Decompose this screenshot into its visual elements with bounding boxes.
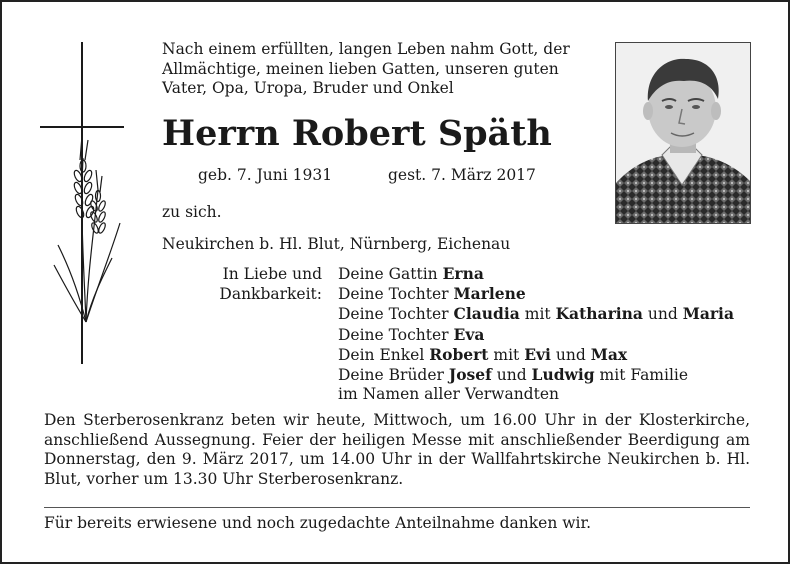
family-relation-text: Deine Tochter — [338, 305, 454, 324]
family-line — [338, 385, 734, 404]
family-relation-text: und — [642, 305, 683, 324]
closing-text: Für bereits erwiesene und noch zugedachte Anteilnahme danken wir. — [44, 514, 592, 532]
death-date: gest. 7. März 2017 — [388, 166, 536, 184]
family-list — [338, 264, 734, 404]
intro-text: Nach einem erfüllten, langen Leben nahm Gott, der Allmächtige, meinen lieben Gatten, unseren guten Vater, Opa, Uropa, Bruder und Onkel — [162, 40, 570, 97]
divider — [44, 507, 750, 508]
family-relation-text: und — [550, 345, 591, 364]
family-member-name: Ludwig — [531, 365, 595, 385]
family-member-name: Eva — [453, 324, 485, 344]
family-member-name: Robert — [429, 344, 489, 364]
family-member-name: Josef — [448, 365, 492, 385]
family-relation-text: mit — [519, 305, 556, 324]
family-relation-text: mit Familie — [594, 366, 689, 385]
family-relation-text: mit — [488, 345, 525, 364]
family-line — [338, 325, 734, 345]
family-relation-text: Deine Gattin — [338, 265, 443, 283]
family-relation-text: im Namen aller Verwandten — [338, 385, 559, 404]
thanks-label — [162, 264, 322, 304]
family-line — [338, 345, 734, 365]
family-relation-text: Deine Brüder — [338, 366, 449, 385]
family-member-name: Claudia — [453, 304, 520, 324]
portrait-photo — [615, 42, 751, 224]
birth-date: geb. 7. Juni 1931 — [198, 166, 333, 184]
family-member-name: Maria — [682, 304, 734, 324]
family-relation-text: und — [491, 366, 532, 385]
service-text: Den Sterberosenkranz beten wir heute, Mittwoch, um 16.00 Uhr in der Klosterkirche, anschließend Aussegnung. Feier der heiligen Messe mit anschließender Beerdigung am Donnerstag, den 9. März 2017, um 14.00 Uhr in der Wallfahrtskirche Neukirchen b. Hl. Blut, vorher um 13.30 Uhr Sterberosenkranz. — [44, 411, 750, 488]
family-member-name: Erna — [442, 264, 484, 283]
to-him-text: zu sich. — [162, 203, 222, 221]
thanks-label-line: In Liebe und — [222, 265, 322, 283]
family-line — [338, 264, 734, 284]
family-relation-text: Deine Tochter — [338, 285, 454, 304]
cross-with-wheat-icon — [38, 40, 128, 366]
places-text: Neukirchen b. Hl. Blut, Nürnberg, Eichenau — [162, 235, 511, 253]
family-relation-text: Dein Enkel — [338, 345, 430, 364]
family-member-name: Evi — [524, 344, 551, 364]
family-member-name: Katharina — [555, 304, 643, 324]
family-line — [338, 365, 734, 385]
deceased-name: Herrn Robert Späth — [162, 113, 552, 154]
family-member-name: Max — [590, 344, 628, 364]
family-line — [338, 284, 734, 304]
thanks-label-line: Dankbarkeit: — [219, 285, 322, 303]
family-relation-text: Deine Tochter — [338, 325, 454, 344]
family-line — [338, 304, 734, 324]
family-member-name: Marlene — [453, 284, 526, 304]
